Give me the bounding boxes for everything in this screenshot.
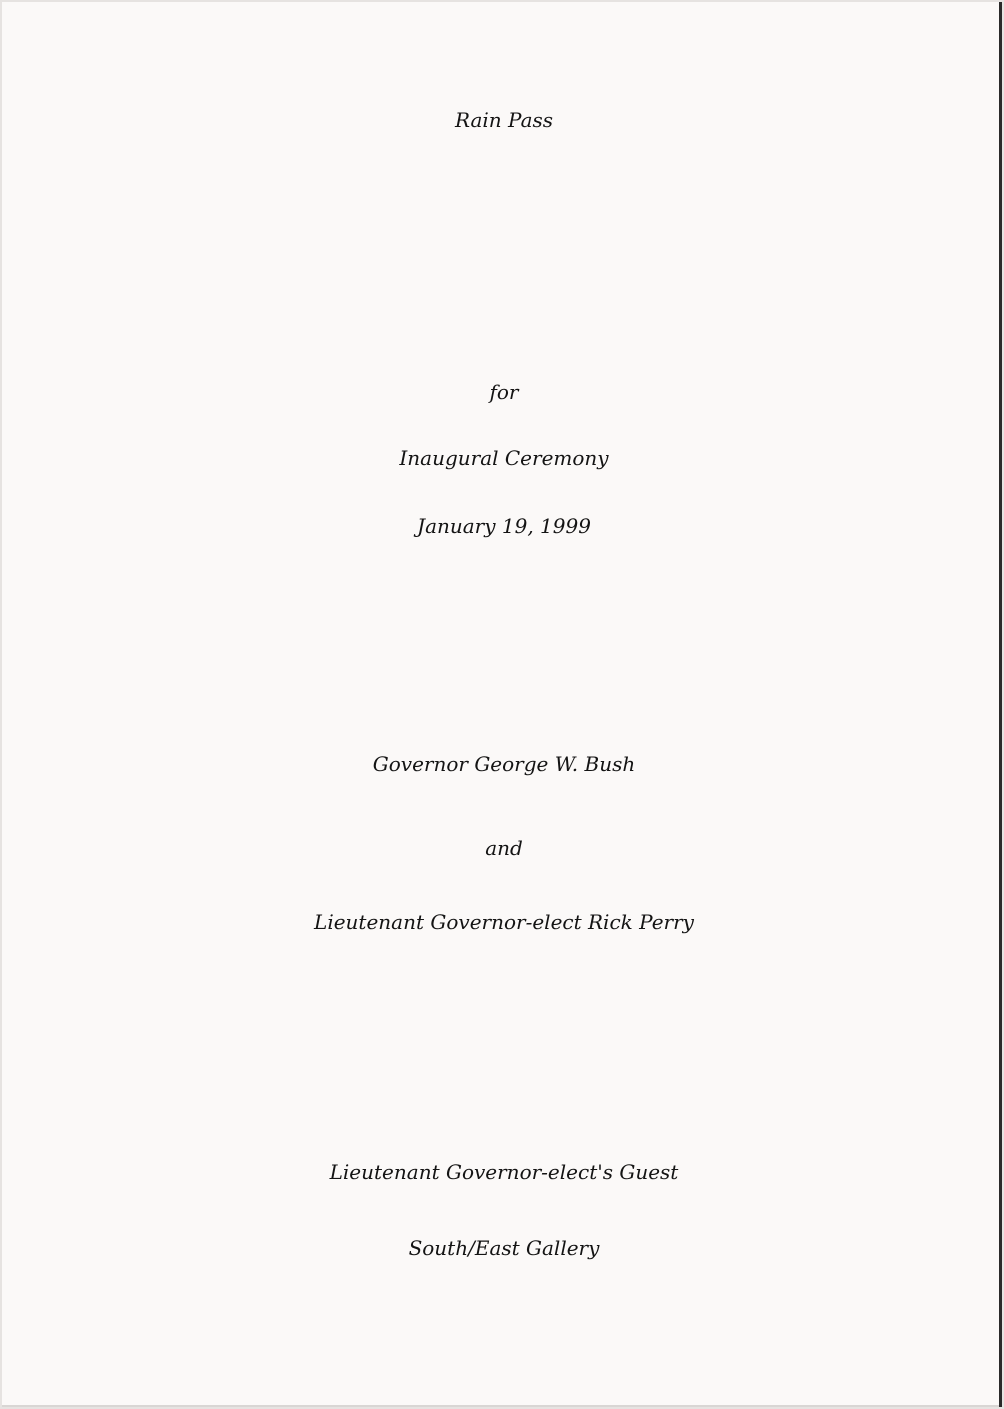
lieutenant-governor-name: Lieutenant Governor-elect Rick Perry bbox=[314, 910, 694, 934]
pass-title: Rain Pass bbox=[454, 108, 554, 132]
seating-location: South/East Gallery bbox=[408, 1236, 600, 1260]
conjunction-text: and bbox=[485, 836, 523, 860]
guest-designation: Lieutenant Governor-elect's Guest bbox=[329, 1160, 679, 1184]
event-date: January 19, 1999 bbox=[417, 514, 591, 538]
governor-name: Governor George W. Bush bbox=[372, 752, 636, 776]
event-name: Inaugural Ceremony bbox=[399, 446, 609, 470]
for-text: for bbox=[489, 380, 519, 404]
